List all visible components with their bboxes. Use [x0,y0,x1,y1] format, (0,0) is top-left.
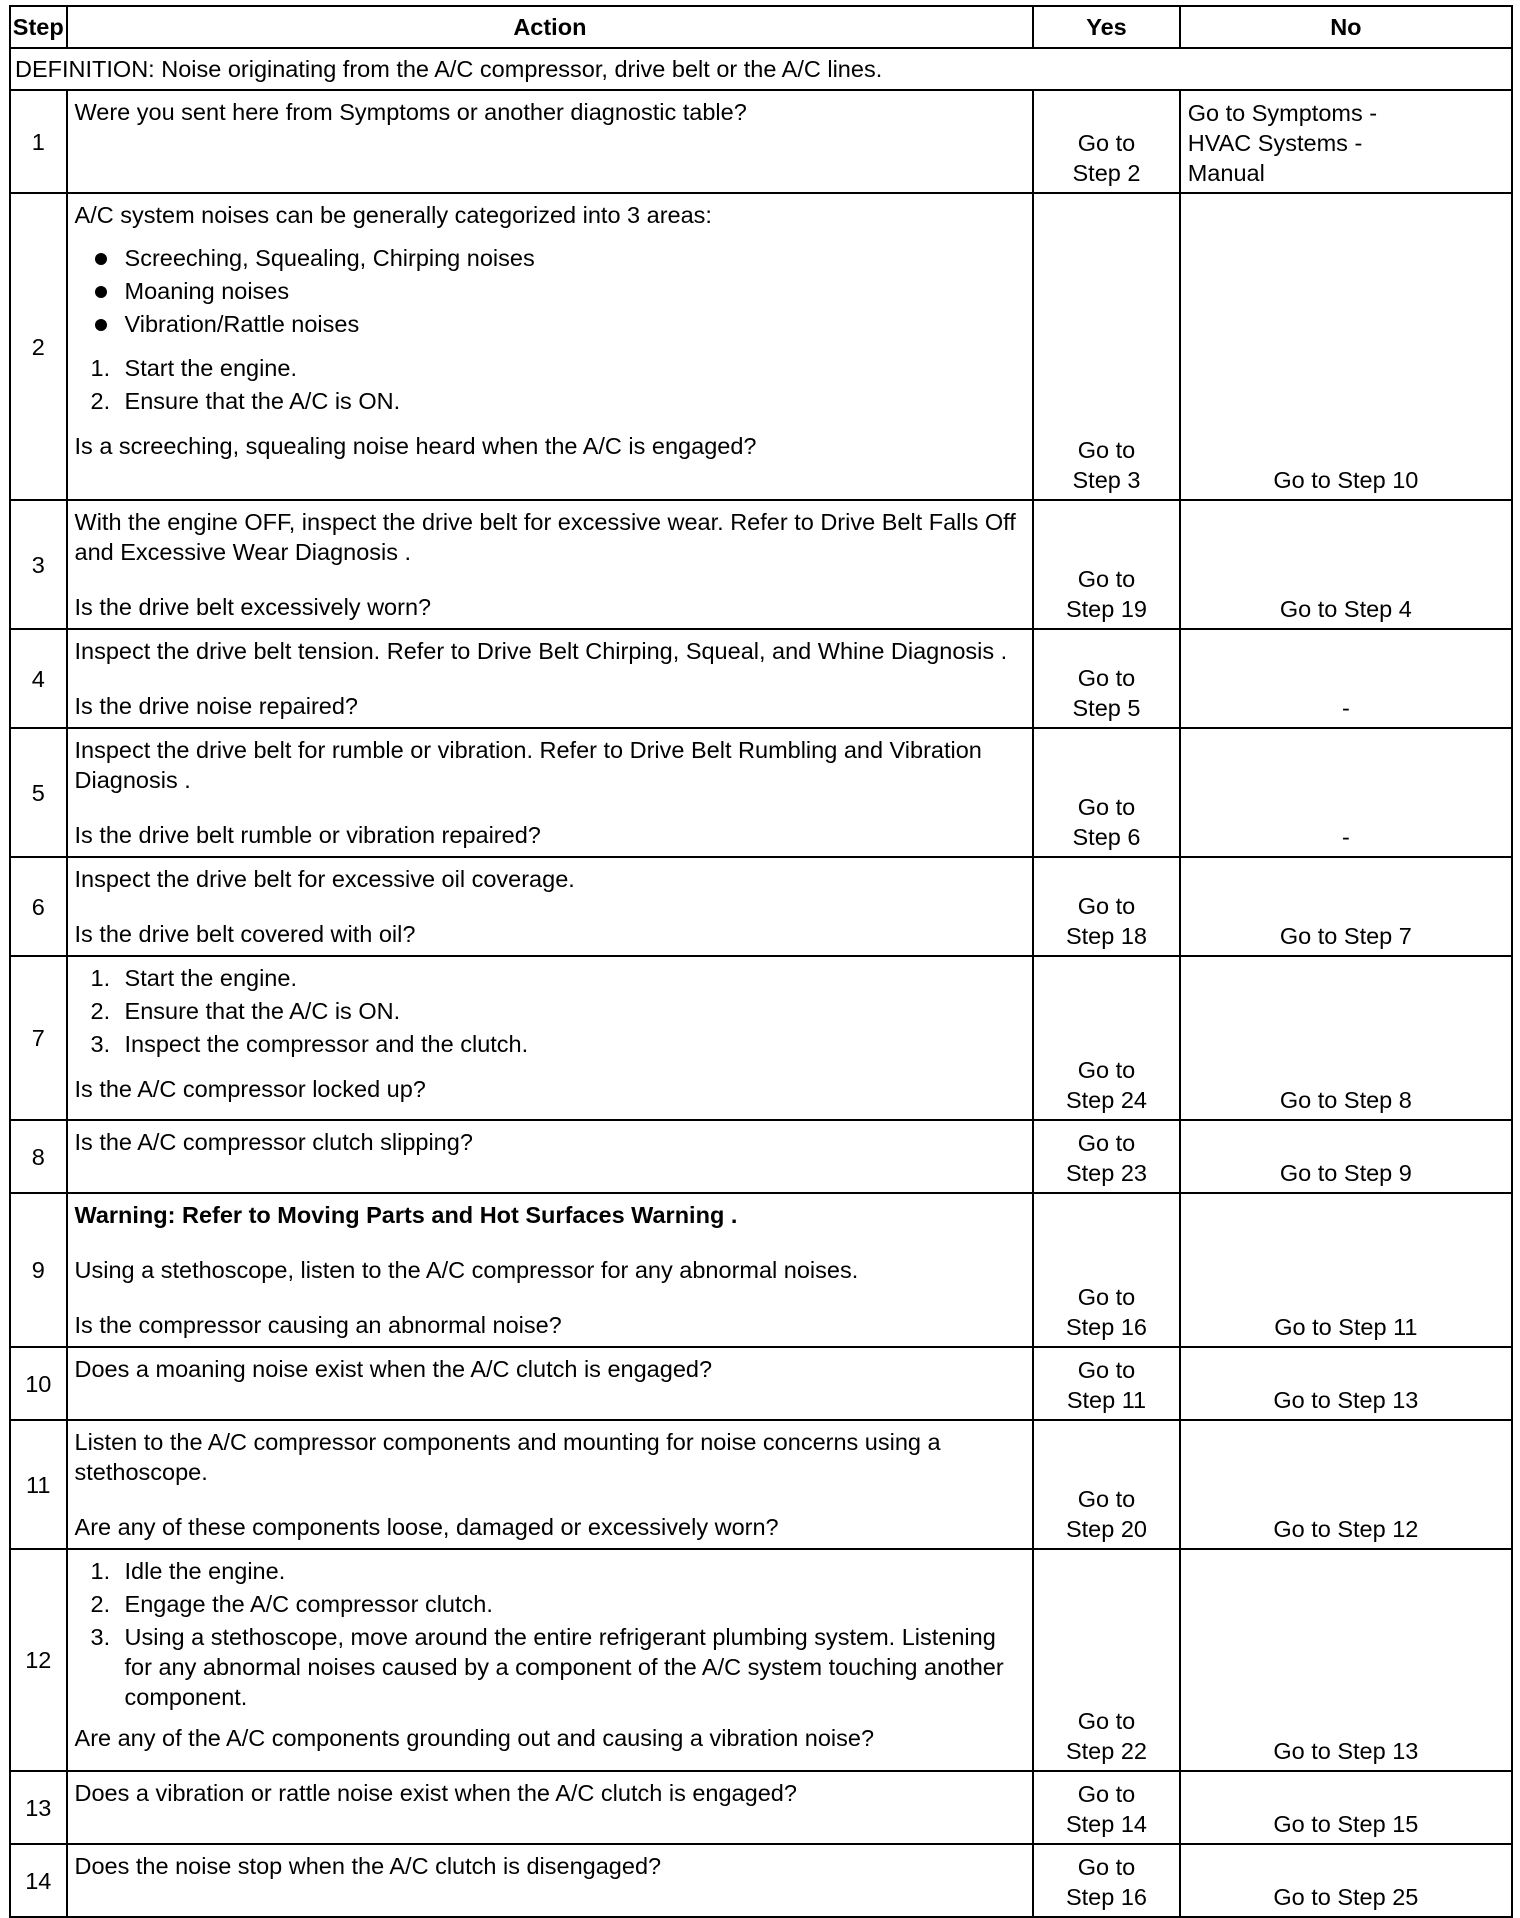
no-cell: Go to Step 15 [1180,1771,1512,1844]
list-item: 1. Idle the engine. [90,1558,286,1584]
action-cell [67,857,1034,956]
action-cell [67,90,1034,193]
yes-cell [1033,1347,1180,1420]
list-item: 2. Engage the A/C compressor clutch. [90,1591,493,1617]
list-item: 3. Using a stethoscope, move around the entire refrigerant plumbing system. Listening for any abnormal noises caused by a component of the A/C system touching another component. [90,1624,1004,1710]
step-number: 7 [10,956,67,1120]
step-number: 2 [10,193,67,500]
no-cell: Go to Step 4 [1180,500,1512,629]
yes-cell [1033,857,1180,956]
yes-text: Step 3 [1072,467,1141,493]
definition-text: DEFINITION: Noise originating from the A/C compressor, drive belt or the A/C lines. [10,48,1512,90]
yes-text: Go to [1077,1057,1136,1083]
step-number: 14 [10,1844,67,1917]
no-cell: Go to Step 25 [1180,1844,1512,1917]
yes-text: Step 5 [1072,695,1141,721]
yes-text: Go to [1077,1357,1136,1383]
header-no: No [1180,6,1512,48]
step-number: 13 [10,1771,67,1844]
yes-text: Step 22 [1065,1738,1147,1764]
table-row [10,1347,1512,1420]
yes-cell [1033,1549,1180,1771]
definition-row [10,48,1512,90]
action-cell [67,1549,1034,1771]
step-number: 10 [10,1347,67,1420]
action-text: Inspect the drive belt for rumble or vibration. Refer to Drive Belt Rumbling and Vibration Diagnosis . [74,737,982,793]
action-question: Does a moaning noise exist when the A/C clutch is engaged? [74,1356,713,1382]
table-row [10,956,1512,1120]
yes-text: Go to [1077,893,1136,919]
table-row [10,1120,1512,1193]
no-text: Manual [1187,160,1265,186]
yes-text: Step 2 [1072,160,1141,186]
list-item: 1. Start the engine. [90,965,297,991]
table-row [10,1844,1512,1917]
action-cell [67,1844,1034,1917]
no-cell: Go to Step 10 [1180,193,1512,500]
action-question: Is a screeching, squealing noise heard when the A/C is engaged? [74,433,757,459]
action-cell [67,1771,1034,1844]
numbered-list [75,353,1026,416]
yes-cell [1033,193,1180,500]
yes-cell [1033,1771,1180,1844]
action-question: Is the compressor causing an abnormal noise? [74,1312,562,1338]
table-row [10,728,1512,857]
yes-cell [1033,629,1180,728]
action-text: A/C system noises can be generally categorized into 3 areas: [74,202,712,228]
yes-text: Step 6 [1072,824,1141,850]
yes-text: Go to [1077,1708,1136,1734]
yes-text: Go to [1077,1486,1136,1512]
action-question: Does the noise stop when the A/C clutch is disengaged? [74,1853,662,1879]
no-cell: Go to Step 8 [1180,956,1512,1120]
no-cell: Go to Step 12 [1180,1420,1512,1549]
yes-text: Step 23 [1065,1160,1147,1186]
no-text: Go to Symptoms - [1187,100,1378,126]
bullet-item: Vibration/Rattle noises [75,308,1026,341]
action-question: Are any of these components loose, damaged or excessively worn? [74,1514,779,1540]
no-cell: Go to Step 13 [1180,1347,1512,1420]
yes-cell [1033,956,1180,1120]
diagnostic-table [9,5,1513,1918]
action-cell [67,1347,1034,1420]
table-row [10,500,1512,629]
yes-text: Go to [1077,1781,1136,1807]
numbered-list [75,1556,1026,1712]
numbered-list [75,963,1026,1059]
action-cell [67,1120,1034,1193]
yes-text: Go to [1077,566,1136,592]
yes-cell [1033,728,1180,857]
table-row [10,193,1512,500]
action-question: Is the A/C compressor clutch slipping? [74,1129,473,1155]
action-question: Is the drive belt excessively worn? [74,594,432,620]
no-cell: - [1180,728,1512,857]
table-row [10,90,1512,193]
table-row [10,629,1512,728]
yes-cell [1033,1193,1180,1347]
action-text: Inspect the drive belt for excessive oil coverage. [74,866,575,892]
step-number: 11 [10,1420,67,1549]
header-yes: Yes [1033,6,1180,48]
no-cell: - [1180,629,1512,728]
yes-cell [1033,1120,1180,1193]
action-cell [67,629,1034,728]
action-question: Does a vibration or rattle noise exist when the A/C clutch is engaged? [74,1780,797,1806]
yes-cell [1033,500,1180,629]
step-number: 1 [10,90,67,193]
action-question: Is the A/C compressor locked up? [74,1076,426,1102]
no-cell: Go to Step 7 [1180,857,1512,956]
action-cell [67,1420,1034,1549]
action-cell [67,728,1034,857]
header-step: Step [10,6,67,48]
header-row [10,6,1512,48]
table-row [10,1420,1512,1549]
yes-text: Step 24 [1065,1087,1147,1113]
action-question: Is the drive belt covered with oil? [74,921,416,947]
step-number: 9 [10,1193,67,1347]
yes-cell [1033,90,1180,193]
action-cell [67,956,1034,1120]
yes-text: Step 19 [1065,596,1147,622]
table-row [10,1549,1512,1771]
action-text: Using a stethoscope, listen to the A/C compressor for any abnormal noises. [74,1257,859,1283]
step-number: 6 [10,857,67,956]
list-item: 3. Inspect the compressor and the clutch. [90,1031,529,1057]
action-text: With the engine OFF, inspect the drive belt for excessive wear. Refer to Drive Belt Falls Off and Excessive Wear Diagnosis . [74,509,1016,565]
yes-text: Step 18 [1065,923,1147,949]
yes-text: Go to [1077,665,1136,691]
table-row [10,1771,1512,1844]
action-cell [67,500,1034,629]
action-question: Are any of the A/C components grounding out and causing a vibration noise? [74,1725,875,1751]
yes-cell [1033,1844,1180,1917]
yes-text: Step 14 [1065,1811,1147,1837]
step-number: 3 [10,500,67,629]
list-item: 1. Start the engine. [90,355,297,381]
list-item: 2. Ensure that the A/C is ON. [90,998,401,1024]
no-cell: Go to Step 11 [1180,1193,1512,1347]
action-text: Listen to the A/C compressor components and mounting for noise concerns using a stethoscope. [74,1429,941,1485]
no-text: HVAC Systems - [1187,130,1363,156]
bullet-list [75,242,1026,341]
action-question: Is the drive belt rumble or vibration repaired? [74,822,541,848]
header-action: Action [67,6,1034,48]
table-row [10,1193,1512,1347]
warning-text: Warning: Refer to Moving Parts and Hot Surfaces Warning . [74,1202,738,1228]
action-cell [67,193,1034,500]
yes-text: Step 20 [1065,1516,1147,1542]
step-number: 8 [10,1120,67,1193]
yes-text: Go to [1077,1284,1136,1310]
yes-text: Go to [1077,794,1136,820]
step-number: 5 [10,728,67,857]
bullet-item: Screeching, Squealing, Chirping noises [75,242,1026,275]
yes-text: Go to [1077,437,1136,463]
no-cell [1180,90,1512,193]
action-text: Inspect the drive belt tension. Refer to Drive Belt Chirping, Squeal, and Whine Diagnosis . [74,638,1008,664]
no-cell: Go to Step 13 [1180,1549,1512,1771]
list-item: 2. Ensure that the A/C is ON. [90,388,401,414]
yes-text: Step 16 [1065,1884,1147,1910]
bullet-item: Moaning noises [75,275,1026,308]
yes-text: Go to [1077,1130,1136,1156]
no-cell: Go to Step 9 [1180,1120,1512,1193]
action-question: Is the drive noise repaired? [74,693,358,719]
action-question: Were you sent here from Symptoms or another diagnostic table? [74,99,747,125]
step-number: 12 [10,1549,67,1771]
yes-text: Step 16 [1065,1314,1147,1340]
yes-text: Go to [1077,130,1136,156]
table-row [10,857,1512,956]
yes-cell [1033,1420,1180,1549]
action-cell [67,1193,1034,1347]
yes-text: Go to [1077,1854,1136,1880]
yes-text: Step 11 [1066,1387,1147,1413]
step-number: 4 [10,629,67,728]
